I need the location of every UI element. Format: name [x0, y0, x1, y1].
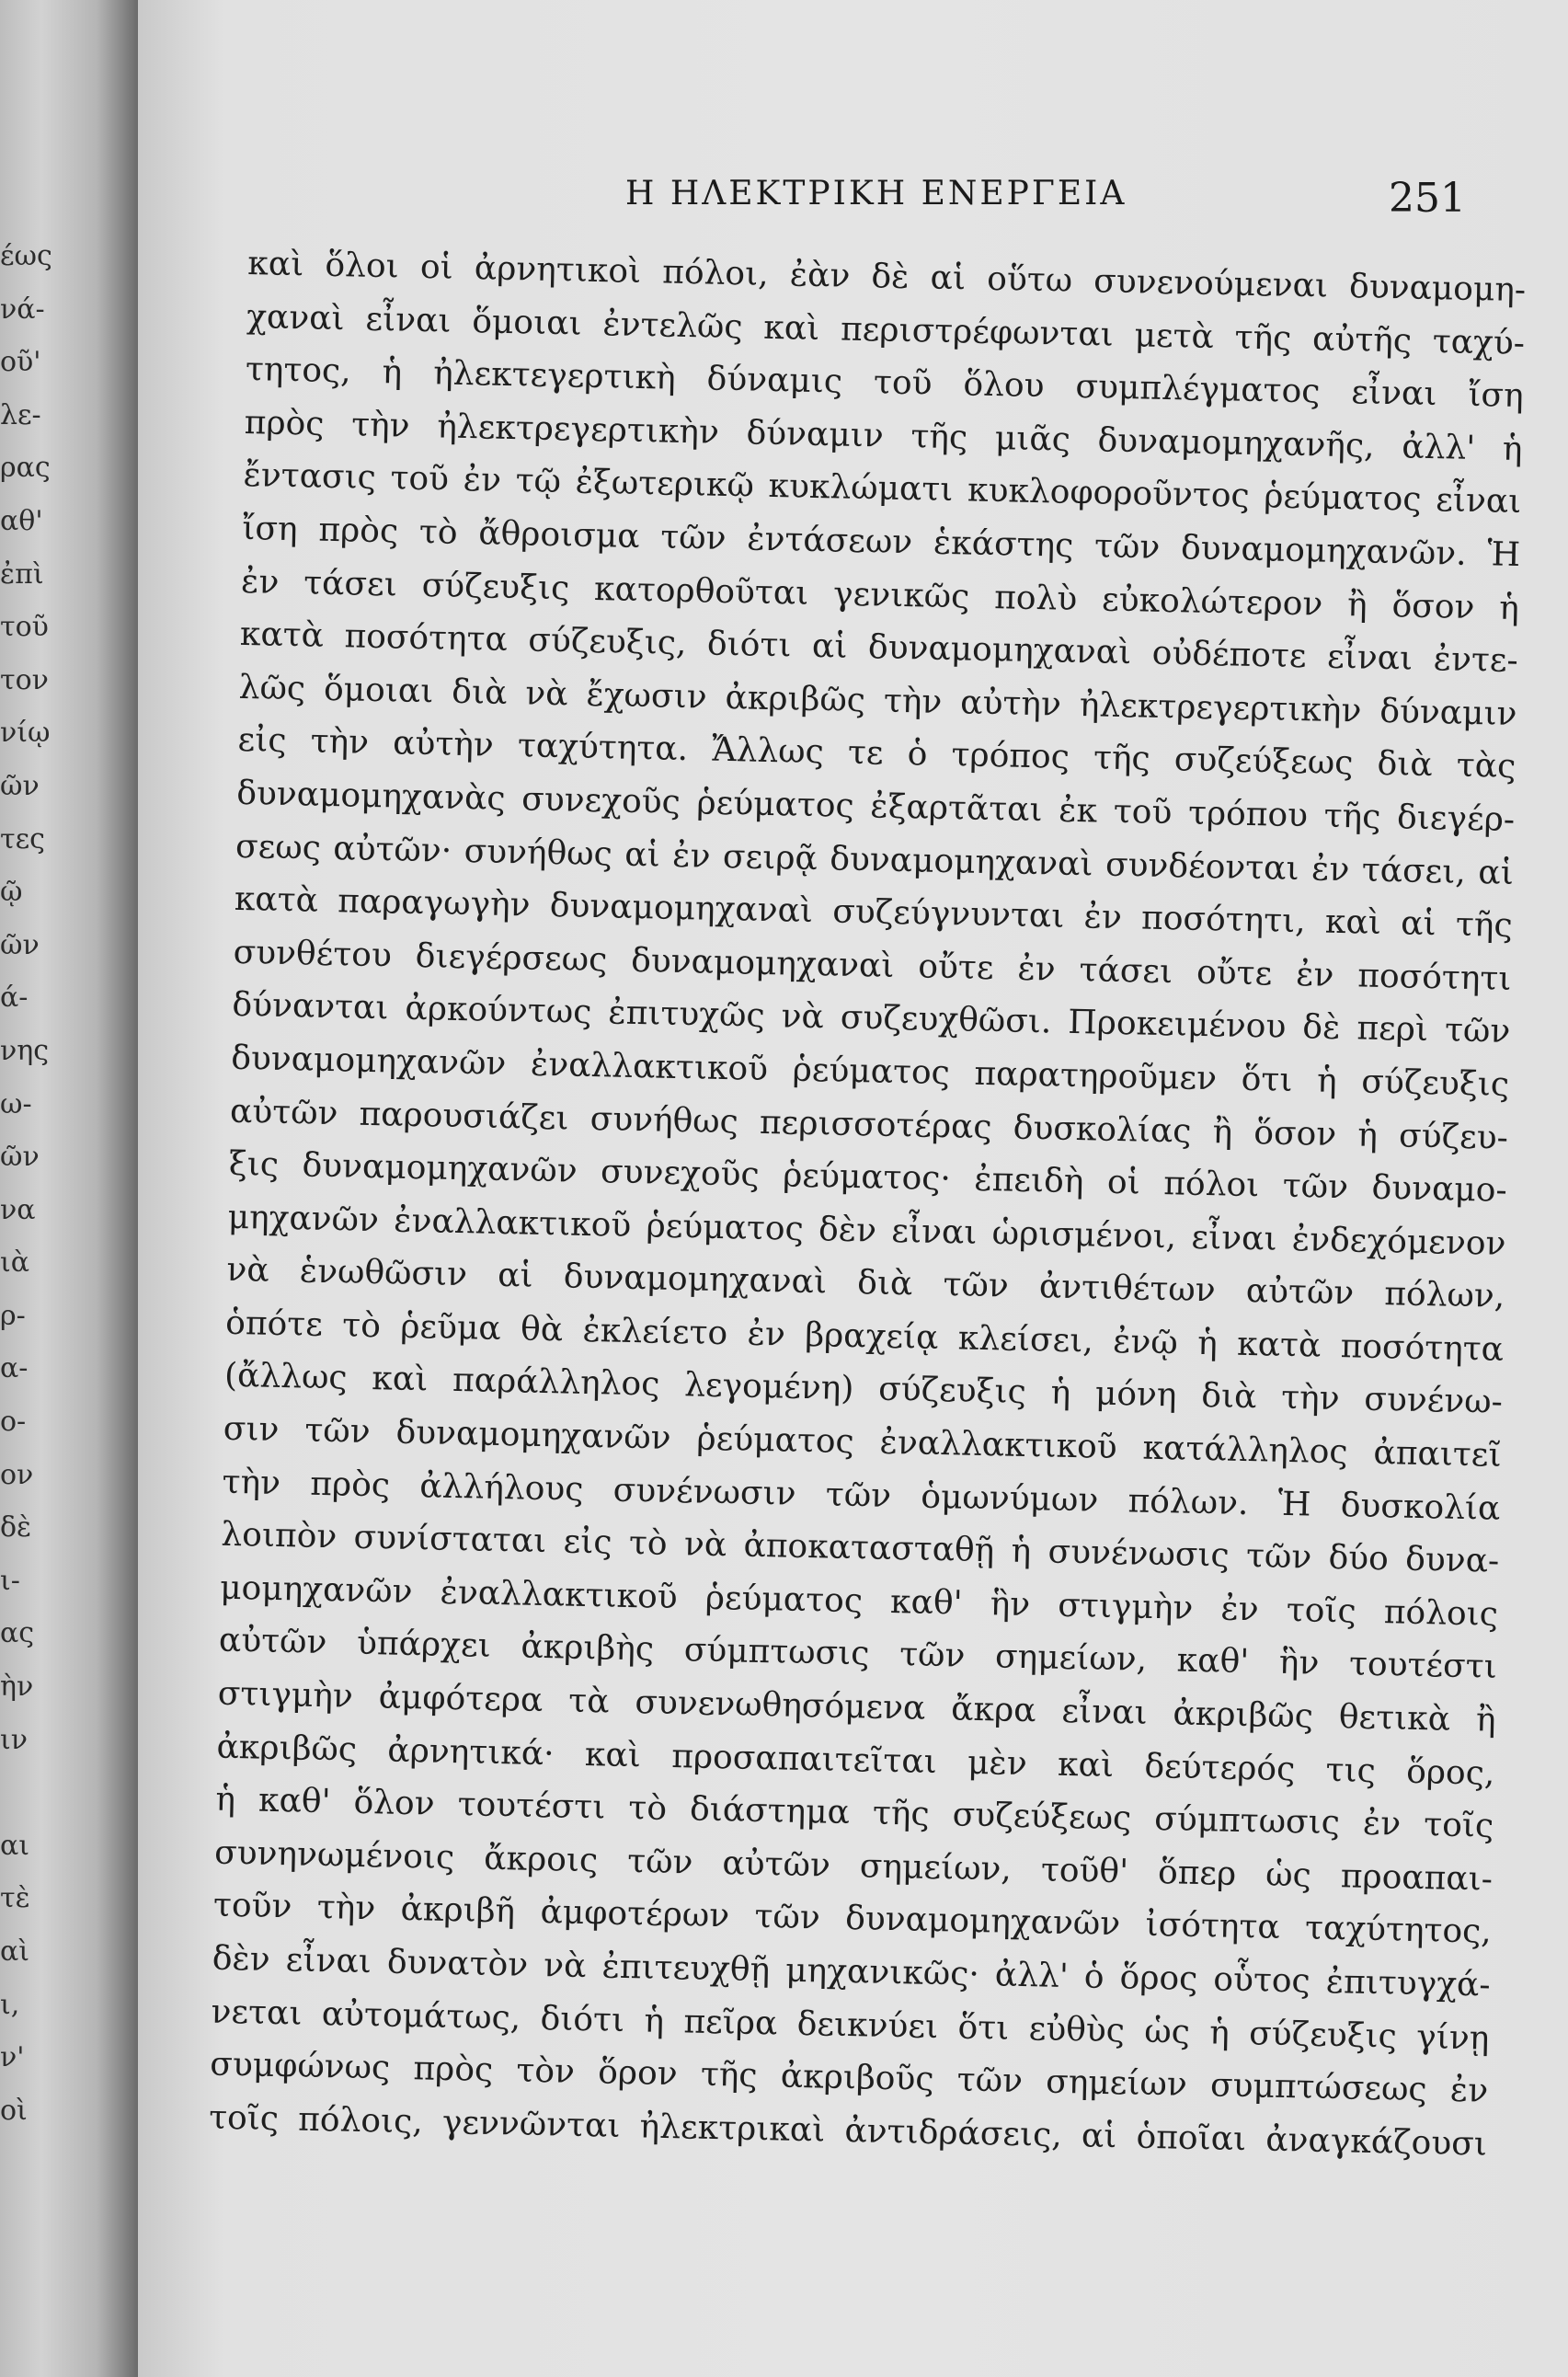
page-number: 251 — [1389, 175, 1466, 222]
facing-page-fragment: ῷ — [0, 876, 23, 909]
text-line: στιγμὴν ἀμφότερα τὰ συνενωθησόμενα ἄκρα εἶναι ἀκριβῶς θετικὰ ἢ — [217, 1674, 1496, 1740]
text-line: κατὰ ποσότητα σύζευξις, διότι αἱ δυναμομηχαναὶ οὐδέποτε εἶναι ἐντε- — [239, 615, 1519, 681]
text-line: συμφώνως πρὸς τὸν ὅρον τῆς ἀκριβοῦς τῶν σημείων συμπτώσεως ἐν — [209, 2045, 1489, 2110]
facing-page-fragment: οῦ' — [0, 346, 41, 379]
text-line: ξις δυναμομηχανῶν συνεχοῦς ῥεύματος· ἐπειδὴ οἱ πόλοι τῶν δυναμο- — [228, 1144, 1508, 1210]
text-line: αὐτῶν παρουσιάζει συνήθως περισσοτέρας δυσκολίας ἢ ὅσον ἡ σύζευ- — [229, 1092, 1509, 1157]
facing-page-fragment: ον — [0, 1458, 34, 1491]
facing-page-fragment: ὴν — [0, 1671, 34, 1704]
facing-page-fragment: τοῦ — [0, 611, 49, 644]
book-page — [138, 0, 1568, 2377]
text-line: εἰς τὴν αὐτὴν ταχύτητα. Ἄλλως τε ὁ τρόπος τῆς συζεύξεως διὰ τὰς — [237, 721, 1516, 787]
text-line: νὰ ἑνωθῶσιν αἱ δυναμομηχαναὶ διὰ τῶν ἀντιθέτων αὐτῶν πόλων, — [226, 1251, 1505, 1316]
text-line: καὶ ὅλοι οἱ ἀρνητικοὶ πόλοι, ἐὰν δὲ αἱ οὕτω συνενούμεναι δυναμομη- — [246, 244, 1527, 310]
facing-page-fragment: ι, — [0, 1988, 20, 2021]
facing-page-fragment: τες — [0, 822, 45, 855]
running-title: Η ΗΛΕΚΤΡΙΚΗ ΕΝΕΡΓΕΙΑ — [625, 175, 1127, 212]
facing-page-fragment: ἐπὶ — [0, 557, 44, 591]
facing-page-fragment: ο- — [0, 1406, 27, 1439]
text-line: κατὰ παραγωγὴν δυναμομηχαναὶ συζεύγνυνται ἐν ποσότητι, καὶ αἱ τῆς — [234, 879, 1514, 946]
text-line: τητος, ἡ ἠλεκτεγερτικὴ δύναμις τοῦ ὅλου συμπλέγματος εἶναι ἴση — [245, 350, 1525, 416]
text-line: συνηνωμένοις ἄκροις τῶν αὐτῶν σημείων, τοῦθ' ὅπερ ὡς προαπαι- — [213, 1833, 1494, 1899]
text-line: λῶς ὅμοιαι διὰ νὰ ἔχωσιν ἀκριβῶς τὴν αὐτὴν ἠλεκτρεγερτικὴν δύναμιν — [238, 668, 1517, 733]
facing-page-fragment: ά- — [0, 982, 29, 1015]
facing-page-fragment: α- — [0, 1352, 29, 1385]
facing-page-fragment: ν' — [0, 2041, 25, 2074]
text-line: (ἄλλως καὶ παράλληλος λεγομένη) σύζευξις ἡ μόνη διὰ τὴν συνένω- — [223, 1357, 1504, 1422]
facing-page-fragment: δὲ — [0, 1511, 32, 1544]
facing-page-fragment: ῶν — [0, 928, 40, 961]
facing-page-fragment: οὶ — [0, 2094, 28, 2127]
text-line: τὴν πρὸς ἀλλήλους συνένωσιν τῶν ὁμωνύμων πόλων. Ἡ δυσκολία — [222, 1463, 1501, 1528]
text-line: ὁπότε τὸ ῥεῦμα θὰ ἐκλείετο ἐν βραχείᾳ κλείσει, ἐνῷ ἡ κατὰ ποσότητα — [224, 1303, 1505, 1369]
text-line: χαναὶ εἶναι ὅμοιαι ἐντελῶς καὶ περιστρέφωνται μετὰ τῆς αὐτῆς ταχύ- — [246, 297, 1526, 362]
text-line: πρὸς τὴν ἠλεκτρεγερτικὴν δύναμιν τῆς μιᾶς δυναμομηχανῆς, ἀλλ' ἡ — [244, 403, 1523, 468]
facing-page-fragment: νης — [0, 1034, 50, 1067]
facing-page-fragment: τον — [0, 663, 49, 696]
facing-page-fragment: λε- — [0, 398, 41, 431]
text-line: τοῖς πόλοις, γεννῶνται ἠλεκτρικαὶ ἀντιδράσεις, αἱ ὁποῖαι ἀναγκάζουσι — [208, 2098, 1488, 2164]
text-line: ἀκριβῶς ἀρνητικά· καὶ προσαπαιτεῖται μὲν καὶ δεύτερός τις ὅρος, — [216, 1728, 1495, 1793]
facing-page-fragment: ρας — [0, 452, 51, 485]
facing-page-fragment: νίῳ — [0, 717, 51, 750]
text-line: ἐν τάσει σύζευξις κατορθοῦται γενικῶς πολὺ εὐκολώτερον ἢ ὅσον ἡ — [240, 562, 1520, 627]
text-line: δυναμομηχανῶν ἐναλλακτικοῦ ῥεύματος παρατηροῦμεν ὅτι ἡ σύζευξις — [230, 1039, 1510, 1104]
facing-page-fragment: έως — [0, 240, 52, 272]
text-line: ἴση πρὸς τὸ ἄθροισμα τῶν ἐντάσεων ἑκάστης τῶν δυναμομηχανῶν. Ἡ — [241, 509, 1521, 575]
text-line: ἡ καθ' ὅλον τουτέστι τὸ διάστημα τῆς συζεύξεως σύμπτωσις ἐν τοῖς — [214, 1780, 1494, 1845]
text-line: μομηχανῶν ἐναλλακτικοῦ ῥεύματος καθ' ἣν στιγμὴν ἐν τοῖς πόλοις — [219, 1568, 1499, 1634]
text-line: σιν τῶν δυναμομηχανῶν ῥεύματος ἐναλλακτικοῦ κατάλληλος ἀπαιτεῖ — [223, 1409, 1502, 1475]
text-line: μηχανῶν ἐναλλακτικοῦ ῥεύματος δὲν εἶναι ὡρισμένοι, εἶναι ἐνδεχόμενον — [227, 1198, 1506, 1263]
text-line: δύνανται ἀρκούντως ἐπιτυχῶς νὰ συζευχθῶσι. Προκειμένου δὲ περὶ τῶν — [232, 986, 1511, 1051]
text-line: τοῦν τὴν ἀκριβῆ ἀμφοτέρων τῶν δυναμομηχανῶν ἰσότητα ταχύτητος, — [212, 1887, 1493, 1952]
facing-page-fragment: αι — [0, 1829, 30, 1862]
facing-page-fragment: τὲ — [0, 1882, 30, 1915]
facing-page-fragment: ῶν — [0, 1141, 40, 1174]
text-line: συνθέτου διεγέρσεως δυναμομηχαναὶ οὔτε ἐν τάσει οὔτε ἐν ποσότητι — [233, 933, 1512, 998]
facing-page-fragment: αθ' — [0, 504, 43, 537]
text-line: νεται αὐτομάτως, διότι ἡ πεῖρα δεικνύει ὅτι εὐθὺς ὡς ἡ σύζευξις γίνῃ — [211, 1992, 1490, 2058]
body-text — [209, 237, 1527, 2171]
facing-page-fragment: ιν — [0, 1723, 28, 1756]
facing-page-fragment: ρ- — [0, 1299, 26, 1332]
facing-page-margin — [0, 230, 55, 2137]
book-gutter — [0, 0, 138, 2377]
facing-page-fragment: ῶν — [0, 769, 40, 802]
facing-page-fragment: να — [0, 1193, 36, 1226]
text-line: δὲν εἶναι δυνατὸν νὰ ἐπιτευχθῇ μηχανικῶς· ἀλλ' ὁ ὅρος οὗτος ἐπιτυγχά- — [212, 1939, 1491, 2004]
text-line: λοιπὸν συνίσταται εἰς τὸ νὰ ἀποκατασταθῇ ἡ συνένωσις τῶν δύο δυνα- — [221, 1515, 1500, 1581]
facing-page-fragment: ω- — [0, 1087, 32, 1120]
text-line: σεως αὐτῶν· συνήθως αἱ ἐν σειρᾷ δυναμομηχαναὶ συνδέονται ἐν τάσει, αἱ — [235, 827, 1515, 892]
text-line: ἔντασις τοῦ ἐν τῷ ἐξωτερικῷ κυκλώματι κυκλοφοροῦντος ῥεύματος εἶναι — [243, 456, 1522, 522]
facing-page-fragment — [0, 1766, 55, 1820]
facing-page-fragment: ι- — [0, 1564, 20, 1597]
text-line: αὐτῶν ὑπάρχει ἀκριβὴς σύμπτωσις τῶν σημείων, καθ' ἣν τουτέστι — [218, 1622, 1498, 1687]
facing-page-fragment: ας — [0, 1617, 35, 1650]
facing-page-fragment: νά- — [0, 293, 45, 326]
text-line: δυναμομηχανὰς συνεχοῦς ῥεύματος ἐξαρτᾶται ἐκ τοῦ τρόπου τῆς διεγέρ- — [235, 774, 1516, 839]
facing-page-fragment: αὶ — [0, 1935, 30, 1968]
facing-page-fragment: ιὰ — [0, 1246, 30, 1280]
